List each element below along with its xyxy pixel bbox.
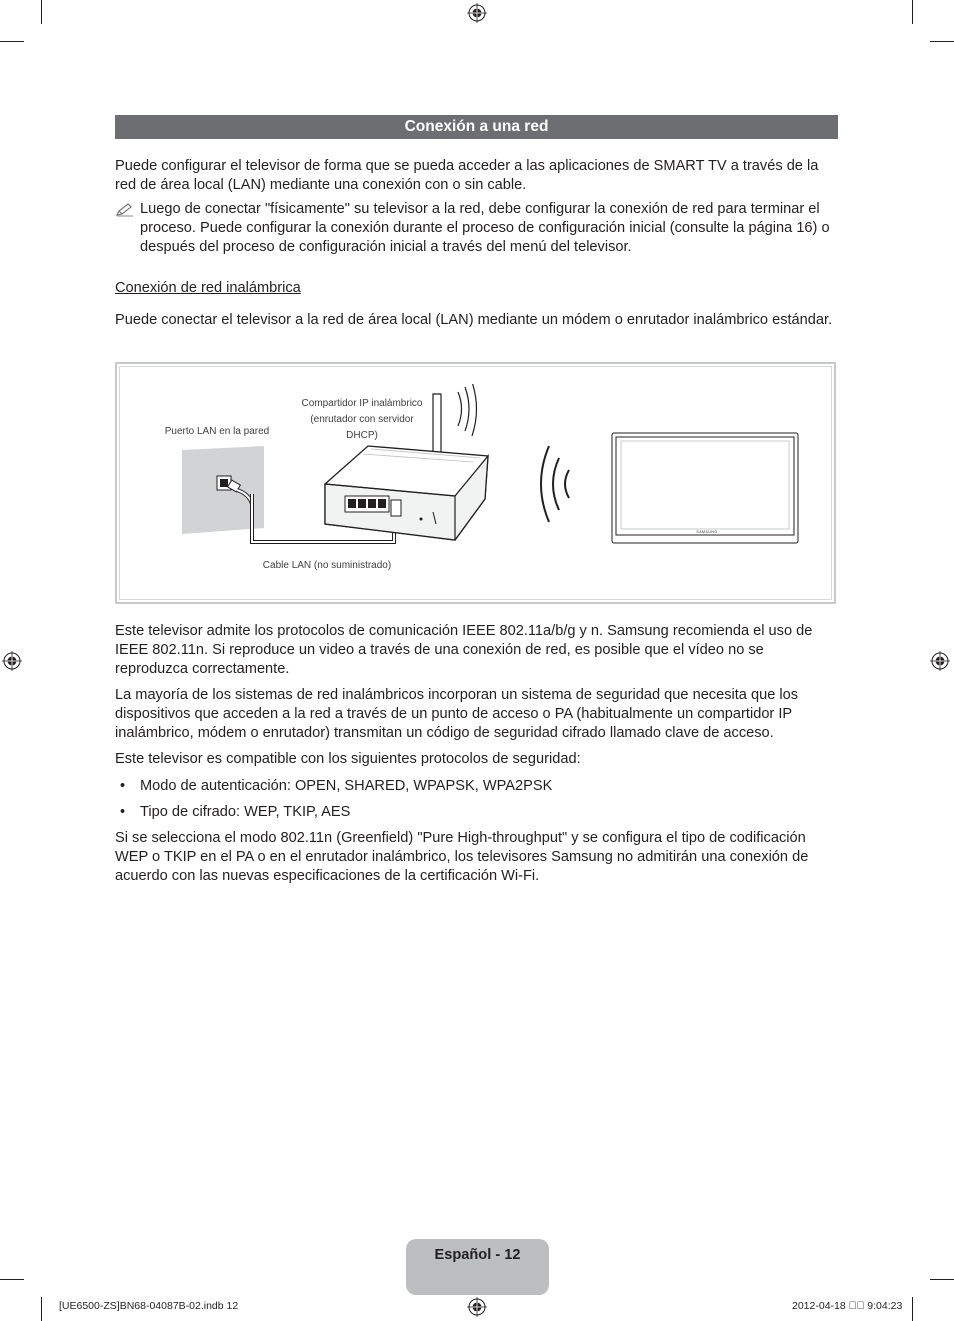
crop-mark — [930, 41, 954, 42]
registration-mark-icon — [930, 651, 950, 671]
note-block — [115, 200, 840, 260]
crop-mark — [41, 1297, 42, 1321]
bullet-icon: • — [120, 804, 126, 820]
tv-brand-logo: SAMSUNG — [696, 530, 718, 534]
network-diagram — [115, 362, 836, 604]
crop-mark — [912, 0, 913, 24]
registration-mark-icon — [467, 1297, 487, 1317]
closing-paragraph: Si se selecciona el modo 802.11n (Greenfield) "Pure High-throughput" y se configura el tipo de codificación WEP o TKIP en el PA o en el enrutador inalámbrico, los televisores Samsung no admitirán una conexión de acuerdo con las nuevas especificaciones de la certificación Wi-Fi. — [115, 830, 809, 884]
intro-paragraph: Puede configurar el televisor de forma que se pueda acceder a las aplicaciones de SMART TV a través de la red de área local (LAN) mediante una conexión con o sin cable. — [115, 158, 819, 193]
television-icon — [611, 432, 801, 546]
section-title: Conexión a una red — [115, 115, 838, 139]
note-text: Luego de conectar "físicamente" su televisor a la red, debe configurar la conexión de red para terminar el proceso. Puede configurar la conexión durante el proceso de configuración inicial (consulte la página 16) o después del proceso de configuración inicial a través del menú del televisor. — [140, 201, 830, 255]
crop-mark — [41, 0, 42, 24]
wireless-signal-icon — [533, 444, 583, 524]
subheading: Conexión de red inalámbrica — [115, 280, 301, 296]
paragraph: Este televisor admite los protocolos de comunicación IEEE 802.11a/b/g y n. Samsung recomienda el uso de IEEE 802.11n. Si reproduce un video a través de una conexión de red, es posible que el vídeo no se reproduzca correctamente. — [115, 623, 813, 677]
paragraph: Este televisor es compatible con los siguientes protocolos de seguridad: — [115, 751, 581, 767]
wireless-intro-paragraph: Puede conectar el televisor a la red de área local (LAN) mediante un módem o enrutador inalámbrico estándar. — [115, 312, 833, 328]
footer-timestamp: 2012-04-18 ￿￿ 9:04:23 — [792, 1300, 903, 1312]
footer-file-name: [UE6500-ZS]BN68-04087B-02.indb 12 — [59, 1300, 239, 1312]
wall-port-label: Puerto LAN en la pared — [164, 426, 270, 437]
cable-label: Cable LAN (no suministrado) — [262, 560, 392, 571]
registration-mark-icon — [2, 651, 22, 671]
page-number-tab — [406, 1239, 549, 1295]
registration-mark-icon — [467, 3, 487, 23]
bullet-icon: • — [120, 778, 126, 794]
paragraph: La mayoría de los sistemas de red inalámbricos incorporan un sistema de seguridad que necesita que los dispositivos que acceden a la red a través de un punto de acceso o PA (habitualmente un compartidor IP inalámbrico, módem o enrutador) transmitan un código de seguridad cifrado llamado clave de acceso. — [115, 687, 799, 741]
router-label: Compartidor IP inalámbrico (enrutador con servidor DHCP) — [301, 398, 423, 441]
crop-mark — [930, 1279, 954, 1280]
page-number: Español - 12 — [434, 1247, 521, 1263]
wireless-router-icon — [323, 384, 493, 544]
crop-mark — [912, 1297, 913, 1321]
pencil-note-icon — [115, 203, 135, 217]
crop-mark — [0, 41, 24, 42]
crop-mark — [0, 1279, 24, 1280]
